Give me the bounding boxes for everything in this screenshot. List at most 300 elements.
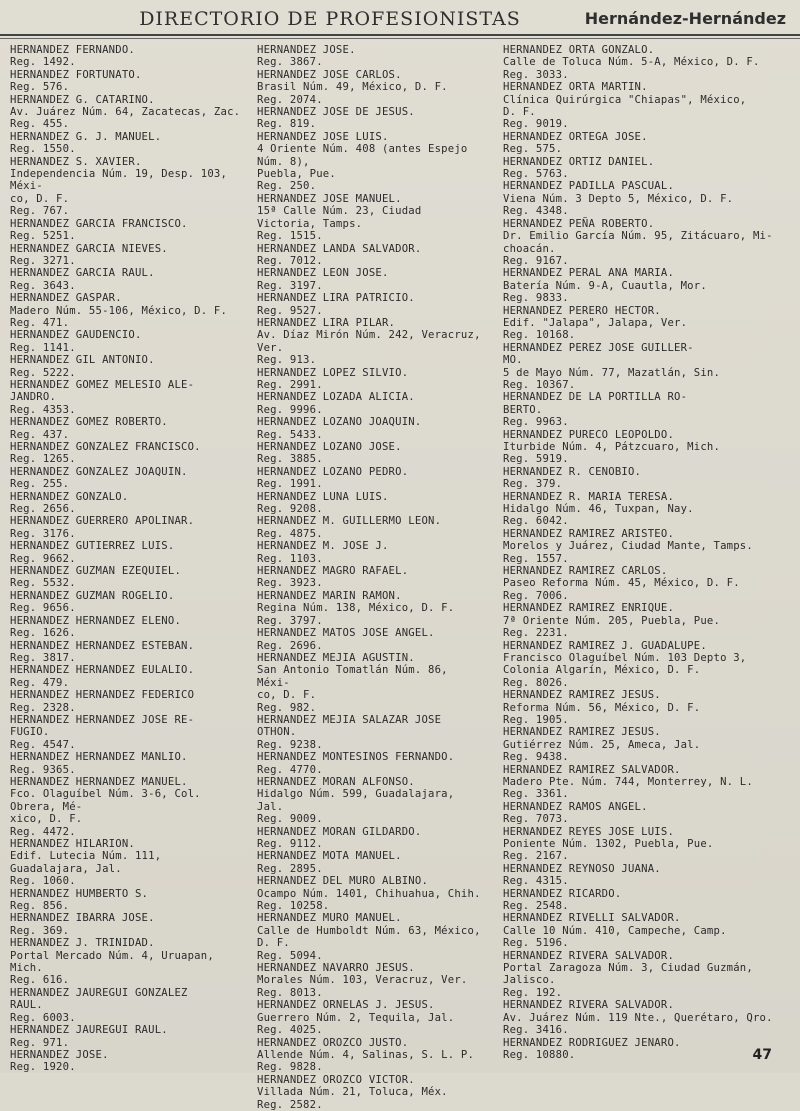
entry-registration: Reg. 575. <box>503 143 563 156</box>
entry-name: HERNANDEZ LOZANO PEDRO. <box>257 465 409 478</box>
entry-name: HERNANDEZ RIVERA SALVADOR. <box>503 999 675 1012</box>
entry-registration: Reg. 255. <box>10 478 70 491</box>
entry-registration: Reg. 3271. <box>10 254 76 267</box>
entry-registration: Reg. 1060. <box>10 875 76 888</box>
entry-registration: Reg. 437. <box>10 428 70 441</box>
entry-address-line: Poniente Núm. 1302, Puebla, Pue. <box>503 838 714 850</box>
entry-registration: Reg. 3033. <box>503 68 569 81</box>
directory-entry <box>257 491 487 516</box>
entry-address-line: JANDRO. <box>10 391 57 404</box>
entry-registration: Reg. 1920. <box>10 1061 76 1074</box>
entry-registration: Reg. 9167. <box>503 254 569 267</box>
directory-entry <box>10 491 242 516</box>
entry-name: HERNANDEZ FERNANDO. <box>10 44 135 56</box>
directory-entry <box>503 999 789 1036</box>
directory-entry <box>10 94 242 131</box>
entry-registration: Reg. 1492. <box>10 56 76 69</box>
entry-address-line: Portal Mercado Núm. 4, Uruapan, Mich. <box>10 949 214 975</box>
entry-registration: Reg. 7073. <box>503 813 569 826</box>
directory-entry <box>503 156 789 181</box>
entry-name: HERNANDEZ GUZMAN EZEQUIEL. <box>10 565 182 578</box>
entry-address-line: Batería Núm. 9-A, Cuautla, Mor. <box>503 279 707 292</box>
entry-registration: Reg. 3416. <box>503 1024 569 1037</box>
directory-entry <box>257 391 487 416</box>
directory-entry <box>503 764 789 801</box>
entry-registration: Reg. 8013. <box>257 986 323 999</box>
directory-entry <box>10 714 242 751</box>
entry-name: HERNANDEZ GARCIA RAUL. <box>10 267 155 280</box>
entry-registration: Reg. 9828. <box>257 1061 323 1074</box>
entry-address-line: Portal Zaragoza Núm. 3, Ciudad Guzmán, <box>503 962 753 975</box>
entry-name: HERNANDEZ ORNELAS J. JESUS. <box>257 999 435 1012</box>
entry-name: HERNANDEZ MOTA MANUEL. <box>257 850 402 863</box>
entry-registration: Reg. 2328. <box>10 701 76 714</box>
entry-registration: Reg. 5919. <box>503 453 569 466</box>
entry-name: HERNANDEZ LIRA PILAR. <box>257 316 396 329</box>
entry-name: HERNANDEZ PEÑA ROBERTO. <box>503 217 655 230</box>
directory-entry <box>10 540 242 565</box>
entry-name: HERNANDEZ G. J. MANUEL. <box>10 130 162 143</box>
directory-entry <box>257 106 487 131</box>
entry-registration: Reg. 913. <box>257 354 317 367</box>
entry-address-line: Calle de Toluca Núm. 5-A, México, D. F. <box>503 56 760 69</box>
entry-registration: Reg. 1265. <box>10 453 76 466</box>
directory-entry <box>257 962 487 999</box>
entry-registration: Reg. 2895. <box>257 862 323 875</box>
entry-address-line: Morales Núm. 103, Veracruz, Ver. <box>257 974 468 987</box>
entry-name: HERNANDEZ RAMIREZ SALVADOR. <box>503 763 681 776</box>
entry-name: HERNANDEZ HUMBERTO S. <box>10 887 149 900</box>
entry-address-line: BERTO. <box>503 403 543 416</box>
entry-name: HERNANDEZ IBARRA JOSE. <box>10 912 155 925</box>
entry-name: HERNANDEZ JOSE LUIS. <box>257 130 389 143</box>
directory-entry <box>257 776 487 826</box>
entry-name: HERNANDEZ R. CENOBIO. <box>503 465 642 478</box>
directory-entry <box>503 801 789 826</box>
entry-name: HERNANDEZ DE LA PORTILLA RO- <box>503 391 688 404</box>
entry-name: HERNANDEZ GIL ANTONIO. <box>10 354 155 367</box>
directory-entry <box>257 590 487 627</box>
directory-entry <box>10 69 242 94</box>
directory-entry <box>503 44 789 81</box>
entry-name: HERNANDEZ RICARDO. <box>503 887 622 900</box>
entry-name: HERNANDEZ S. XAVIER. <box>10 155 142 168</box>
entry-name: HERNANDEZ PEREZ JOSE GUILLER- <box>503 341 694 354</box>
entry-registration: Reg. 2167. <box>503 850 569 863</box>
entry-name: HERNANDEZ DEL MURO ALBINO. <box>257 875 429 888</box>
directory-entry <box>257 850 487 875</box>
entry-name: HERNANDEZ JOSE. <box>10 1048 109 1061</box>
entry-registration: Reg. 3923. <box>257 577 323 590</box>
entry-registration: Reg. 2548. <box>503 900 569 913</box>
entry-name: HERNANDEZ PURECO LEOPOLDO. <box>503 428 675 441</box>
entry-name: HERNANDEZ MONTESINOS FERNANDO. <box>257 751 455 764</box>
directory-entry <box>10 292 242 329</box>
entry-registration: Reg. 369. <box>10 924 70 937</box>
entry-name: HERNANDEZ LOZANO JOSE. <box>257 441 402 453</box>
entry-name: HERNANDEZ ORTEGA JOSE. <box>503 130 648 143</box>
entry-registration: Reg. 9365. <box>10 763 76 776</box>
header-divider <box>0 38 800 39</box>
entry-address-line: RAUL. <box>10 999 43 1012</box>
entry-address-line: co, D. F. <box>257 689 317 702</box>
directory-entry <box>257 540 487 565</box>
entry-name: HERNANDEZ PERERO HECTOR. <box>503 304 661 317</box>
entry-registration: Reg. 5433. <box>257 428 323 441</box>
entry-registration: Reg. 455. <box>10 118 70 131</box>
entry-address-line: Clínica Quirúrgica "Chiapas", México, <box>503 93 747 106</box>
entry-name: HERNANDEZ HERNANDEZ MANLIO. <box>10 751 188 764</box>
entry-name: HERNANDEZ GASPAR. <box>10 292 122 305</box>
directory-entry <box>257 193 487 243</box>
entry-address-line: choacán. <box>503 242 556 255</box>
entry-address-line: Iturbide Núm. 4, Pátzcuaro, Mich. <box>503 441 721 453</box>
directory-entry <box>10 156 242 218</box>
entry-registration: Reg. 6042. <box>503 515 569 528</box>
entry-name: HERNANDEZ OROZCO JUSTO. <box>257 1036 409 1049</box>
entry-name: HERNANDEZ GOMEZ ROBERTO. <box>10 416 168 429</box>
entry-registration: Reg. 9112. <box>257 838 323 850</box>
entry-name: HERNANDEZ M. GUILLERMO LEON. <box>257 515 442 528</box>
directory-entry <box>10 1049 242 1074</box>
entry-address-line: Colonia Algarín, México, D. F. <box>503 664 701 677</box>
section-range: Hernández-Hernández <box>584 9 786 28</box>
entry-address-line: 5 de Mayo Núm. 77, Mazatlán, Sin. <box>503 366 721 379</box>
entry-registration: Reg. 1905. <box>503 713 569 726</box>
entry-registration: Reg. 5763. <box>503 168 569 181</box>
entry-registration: Reg. 767. <box>10 205 70 218</box>
entry-registration: Reg. 3867. <box>257 56 323 69</box>
entry-registration: Reg. 7012. <box>257 254 323 267</box>
entry-name: HERNANDEZ HERNANDEZ FEDERICO <box>10 689 195 702</box>
directory-entry <box>10 243 242 268</box>
entry-registration: Reg. 4472. <box>10 825 76 838</box>
entry-name: HERNANDEZ GUTIERREZ LUIS. <box>10 540 175 553</box>
directory-entry <box>257 416 487 441</box>
entry-name: HERNANDEZ RIVERA SALVADOR. <box>503 949 675 962</box>
entry-name: HERNANDEZ JAUREGUI GONZALEZ <box>10 986 188 999</box>
entry-registration: Reg. 1141. <box>10 341 76 354</box>
directory-entry <box>503 305 789 342</box>
entry-name: HERNANDEZ GUERRERO APOLINAR. <box>10 515 195 528</box>
directory-entry <box>257 875 487 912</box>
entry-name: HERNANDEZ MORAN ALFONSO. <box>257 775 415 788</box>
directory-entry <box>10 329 242 354</box>
entry-name: HERNANDEZ NAVARRO JESUS. <box>257 962 415 975</box>
entry-name: HERNANDEZ REYES JOSE LUIS. <box>503 825 675 838</box>
entry-name: HERNANDEZ FORTUNATO. <box>10 68 142 81</box>
directory-entry <box>503 565 789 602</box>
entry-address-line: OTHON. <box>257 726 297 739</box>
entry-registration: Reg. 9662. <box>10 552 76 565</box>
entry-registration: Reg. 2231. <box>503 627 569 640</box>
entry-registration: Reg. 379. <box>503 478 563 491</box>
directory-entry <box>503 391 789 428</box>
entry-address-line: Puebla, Pue. <box>257 168 336 181</box>
entry-name: HERNANDEZ M. JOSE J. <box>257 540 389 553</box>
entry-name: HERNANDEZ RAMIREZ ARISTEO. <box>503 527 675 540</box>
directory-entry <box>10 1024 242 1049</box>
directory-entry <box>10 912 242 937</box>
entry-registration: Reg. 4770. <box>257 763 323 776</box>
entry-name: HERNANDEZ GONZALEZ FRANCISCO. <box>10 441 201 453</box>
directory-entry <box>10 354 242 379</box>
entry-address-line: Calle 10 Núm. 410, Campeche, Camp. <box>503 924 727 937</box>
entry-name: HERNANDEZ JOSE. <box>257 44 356 56</box>
directory-entry <box>257 565 487 590</box>
entry-address-line: Madero Pte. Núm. 744, Monterrey, N. L. <box>503 775 753 788</box>
entry-address-line: Edif. Lutecia Núm. 111, Guadalajara, Jal. <box>10 850 162 875</box>
entry-name: HERNANDEZ PERAL ANA MARIA. <box>503 267 675 280</box>
entry-address-line: Viena Núm. 3 Depto 5, México, D. F. <box>503 192 734 205</box>
directory-entry <box>10 466 242 491</box>
entry-name: HERNANDEZ G. CATARINO. <box>10 93 155 106</box>
entry-registration: Reg. 9996. <box>257 403 323 416</box>
entry-registration: Reg. 4353. <box>10 403 76 416</box>
entry-name: HERNANDEZ MURO MANUEL. <box>257 912 402 925</box>
entry-registration: Reg. 3885. <box>257 453 323 466</box>
entry-name: HERNANDEZ GARCIA FRANCISCO. <box>10 217 188 230</box>
directory-entry <box>503 888 789 913</box>
entry-registration: Reg. 4875. <box>257 527 323 540</box>
entry-name: HERNANDEZ RAMIREZ ENRIQUE. <box>503 602 675 615</box>
directory-entry <box>10 565 242 590</box>
directory-entry <box>257 1037 487 1074</box>
entry-name: HERNANDEZ GUZMAN ROGELIO. <box>10 589 175 602</box>
entry-name: HERNANDEZ JAUREGUI RAUL. <box>10 1024 168 1037</box>
directory-entry <box>257 441 487 466</box>
entry-registration: Reg. 1103. <box>257 552 323 565</box>
entry-registration: Reg. 9438. <box>503 751 569 764</box>
entry-registration: Reg. 9009. <box>257 813 323 826</box>
entry-registration: Reg. 3176. <box>10 527 76 540</box>
entry-address-line: Dr. Emilio García Núm. 95, Zitácuaro, Mi- <box>503 230 773 243</box>
directory-entry <box>10 751 242 776</box>
directory-entry <box>257 317 487 367</box>
entry-registration: Reg. 3643. <box>10 279 76 292</box>
directory-entry <box>257 69 487 106</box>
entry-address-line: Av. Díaz Mirón Núm. 242, Veracruz, Ver. <box>257 329 481 354</box>
directory-entry <box>503 863 789 888</box>
entry-name: HERNANDEZ MAGRO RAFAEL. <box>257 565 409 578</box>
entry-registration: Reg. 4025. <box>257 1024 323 1037</box>
page-header <box>0 8 800 36</box>
directory-entry <box>257 714 487 751</box>
directory-entry <box>503 602 789 639</box>
directory-entry <box>10 888 242 913</box>
entry-address-line: xico, D. F. <box>10 813 83 826</box>
directory-entry <box>10 664 242 689</box>
entry-address-line: Independencia Núm. 19, Desp. 103, Méxi- <box>10 168 228 193</box>
directory-entry <box>257 751 487 776</box>
directory-entry <box>257 999 487 1036</box>
entry-address-line: 15ª Calle Núm. 23, Ciudad Victoria, Tamps. <box>257 205 422 230</box>
column-left <box>10 44 242 1074</box>
entry-address-line: Ocampo Núm. 1401, Chihuahua, Chih. <box>257 887 481 900</box>
entry-registration: Reg. 10168. <box>503 329 576 342</box>
directory-entry <box>503 826 789 863</box>
entry-registration: Reg. 4547. <box>10 738 76 751</box>
entry-registration: Reg. 856. <box>10 900 70 913</box>
entry-address-line: Hidalgo Núm. 46, Tuxpan, Nay. <box>503 503 694 516</box>
entry-registration: Reg. 616. <box>10 974 70 987</box>
entry-address-line: Allende Núm. 4, Salinas, S. L. P. <box>257 1048 475 1061</box>
entry-name: HERNANDEZ HERNANDEZ JOSE RE- <box>10 713 195 726</box>
entry-address-line: Jalisco. <box>503 974 556 987</box>
entry-registration: Reg. 10880. <box>503 1048 576 1061</box>
entry-name: HERNANDEZ RIVELLI SALVADOR. <box>503 912 681 925</box>
directory-entry <box>257 367 487 392</box>
entry-name: HERNANDEZ MARIN RAMON. <box>257 589 402 602</box>
entry-address-line: Edif. "Jalapa", Jalapa, Ver. <box>503 316 688 329</box>
entry-registration: Reg. 9656. <box>10 602 76 615</box>
entry-registration: Reg. 1550. <box>10 143 76 156</box>
entry-registration: Reg. 7006. <box>503 589 569 602</box>
entry-name: HERNANDEZ LUNA LUIS. <box>257 490 389 503</box>
directory-entry <box>257 652 487 714</box>
directory-entry <box>257 826 487 851</box>
entry-registration: Reg. 2074. <box>257 93 323 106</box>
entry-registration: Reg. 9019. <box>503 118 569 131</box>
entry-address-line: Morelos y Juárez, Ciudad Mante, Tamps. <box>503 540 753 553</box>
entry-registration: Reg. 2991. <box>257 378 323 391</box>
entry-registration: Reg. 1557. <box>503 552 569 565</box>
entry-registration: Reg. 9527. <box>257 304 323 317</box>
entry-registration: Reg. 6003. <box>10 1011 76 1024</box>
entry-name: HERNANDEZ RAMIREZ JESUS. <box>503 726 661 739</box>
directory-entry <box>503 429 789 466</box>
entry-registration: Reg. 2656. <box>10 503 76 516</box>
entry-registration: Reg. 9963. <box>503 416 569 429</box>
directory-entry <box>10 218 242 243</box>
entry-registration: Reg. 971. <box>10 1036 70 1049</box>
entry-address-line: co, D. F. <box>10 192 70 205</box>
entry-registration: Reg. 9208. <box>257 503 323 516</box>
entry-name: HERNANDEZ MATOS JOSE ANGEL. <box>257 627 435 640</box>
entry-registration: Reg. 1626. <box>10 627 76 640</box>
entry-registration: Reg. 8026. <box>503 676 569 689</box>
entry-name: HERNANDEZ PADILLA PASCUAL. <box>503 180 675 193</box>
entry-registration: Reg. 3817. <box>10 651 76 664</box>
entry-registration: Reg. 982. <box>257 701 317 714</box>
directory-entry <box>257 1074 487 1111</box>
directory-entry <box>503 912 789 949</box>
entry-registration: Reg. 5094. <box>257 949 323 962</box>
entry-name: HERNANDEZ JOSE DE JESUS. <box>257 106 415 119</box>
directory-entry <box>10 267 242 292</box>
entry-registration: Reg. 3197. <box>257 279 323 292</box>
entry-registration: Reg. 10258. <box>257 900 330 913</box>
directory-entry <box>10 515 242 540</box>
entry-name: HERNANDEZ LANDA SALVADOR. <box>257 242 422 255</box>
directory-entry <box>10 987 242 1024</box>
entry-name: HERNANDEZ MEJIA SALAZAR JOSE <box>257 713 442 726</box>
directory-entry <box>503 689 789 726</box>
directory-entry <box>503 726 789 763</box>
directory-entry <box>257 627 487 652</box>
directory-entry <box>503 81 789 131</box>
entry-address-line: Francisco Olaguíbel Núm. 103 Depto 3, <box>503 651 747 664</box>
entry-registration: Reg. 576. <box>10 81 70 94</box>
directory-entry <box>257 44 487 69</box>
entry-registration: Reg. 5222. <box>10 366 76 379</box>
entry-address-line: Reforma Núm. 56, México, D. F. <box>503 701 701 714</box>
directory-entry <box>10 937 242 987</box>
entry-address-line: 7ª Oriente Núm. 205, Puebla, Pue. <box>503 614 721 627</box>
entry-address-line: Hidalgo Núm. 599, Guadalajara, Jal. <box>257 788 455 813</box>
entry-registration: Reg. 479. <box>10 676 70 689</box>
entry-address-line: Regina Núm. 138, México, D. F. <box>257 602 455 615</box>
entry-registration: Reg. 471. <box>10 316 70 329</box>
entry-address-line: Madero Núm. 55-106, México, D. F. <box>10 304 228 317</box>
entry-address-line: Brasil Núm. 49, México, D. F. <box>257 81 448 94</box>
page-number: 47 <box>752 1047 772 1063</box>
entry-registration: Reg. 4348. <box>503 205 569 218</box>
entry-registration: Reg. 5196. <box>503 937 569 950</box>
directory-entry <box>10 441 242 466</box>
directory-entry <box>503 466 789 491</box>
entry-name: HERNANDEZ GONZALEZ JOAQUIN. <box>10 465 188 478</box>
entry-name: HERNANDEZ ORTIZ DANIEL. <box>503 155 655 168</box>
directory-entry <box>503 640 789 690</box>
entry-registration: Reg. 5532. <box>10 577 76 590</box>
directory-entry <box>257 243 487 268</box>
entry-address-line: Gutiérrez Núm. 25, Ameca, Jal. <box>503 738 701 751</box>
entry-name: HERNANDEZ OROZCO VICTOR. <box>257 1073 415 1086</box>
entry-address-line: Villada Núm. 21, Toluca, Méx. <box>257 1086 448 1099</box>
entry-name: HERNANDEZ GARCIA NIEVES. <box>10 242 168 255</box>
entry-name: HERNANDEZ RAMIREZ JESUS. <box>503 689 661 702</box>
directory-entry <box>503 131 789 156</box>
directory-entry <box>503 342 789 392</box>
entry-registration: Reg. 3361. <box>503 788 569 801</box>
entry-name: HERNANDEZ HERNANDEZ ESTEBAN. <box>10 639 195 652</box>
entry-name: HERNANDEZ GAUDENCIO. <box>10 329 142 342</box>
entry-address-line: 4 Oriente Núm. 408 (antes Espejo Núm. 8), <box>257 143 468 168</box>
directory-entry <box>10 838 242 888</box>
entry-name: HERNANDEZ HERNANDEZ ELENO. <box>10 614 182 627</box>
directory-entry <box>10 379 242 416</box>
entry-name: HERNANDEZ HERNANDEZ MANUEL. <box>10 775 188 788</box>
entry-address-line: Av. Juárez Núm. 119 Nte., Querétaro, Qro. <box>503 1011 773 1024</box>
entry-address-line: Calle de Humboldt Núm. 63, México, D. F. <box>257 924 481 950</box>
entry-registration: Reg. 1991. <box>257 478 323 491</box>
entry-registration: Reg. 2582. <box>257 1098 323 1111</box>
directory-entry <box>10 615 242 640</box>
entry-name: HERNANDEZ LIRA PATRICIO. <box>257 292 415 305</box>
entry-registration: Reg. 9833. <box>503 292 569 305</box>
entry-address-line: Av. Juárez Núm. 64, Zacatecas, Zac. <box>10 106 241 119</box>
entry-name: HERNANDEZ HERNANDEZ EULALIO. <box>10 664 195 677</box>
directory-entry <box>503 950 789 1000</box>
entry-name: HERNANDEZ ORTA GONZALO. <box>503 44 655 56</box>
entry-name: HERNANDEZ MEJIA AGUSTIN. <box>257 651 415 664</box>
directory-entry <box>503 180 789 217</box>
directory-entry <box>503 218 789 268</box>
entry-registration: Reg. 5251. <box>10 230 76 243</box>
entry-registration: Reg. 192. <box>503 986 563 999</box>
directory-entry <box>257 912 487 962</box>
entry-name: HERNANDEZ LEON JOSE. <box>257 267 389 280</box>
entry-address-line: FUGIO. <box>10 726 50 739</box>
entry-address-line: Fco. Olaguíbel Núm. 3-6, Col. Obrera, Mé- <box>10 788 201 813</box>
entry-name: HERNANDEZ JOSE CARLOS. <box>257 68 402 81</box>
directory-entry <box>10 640 242 665</box>
entry-address-line: Paseo Reforma Núm. 45, México, D. F. <box>503 577 740 590</box>
directory-entry <box>503 528 789 565</box>
entry-registration: Reg. 10367. <box>503 378 576 391</box>
entry-registration: Reg. 1515. <box>257 230 323 243</box>
